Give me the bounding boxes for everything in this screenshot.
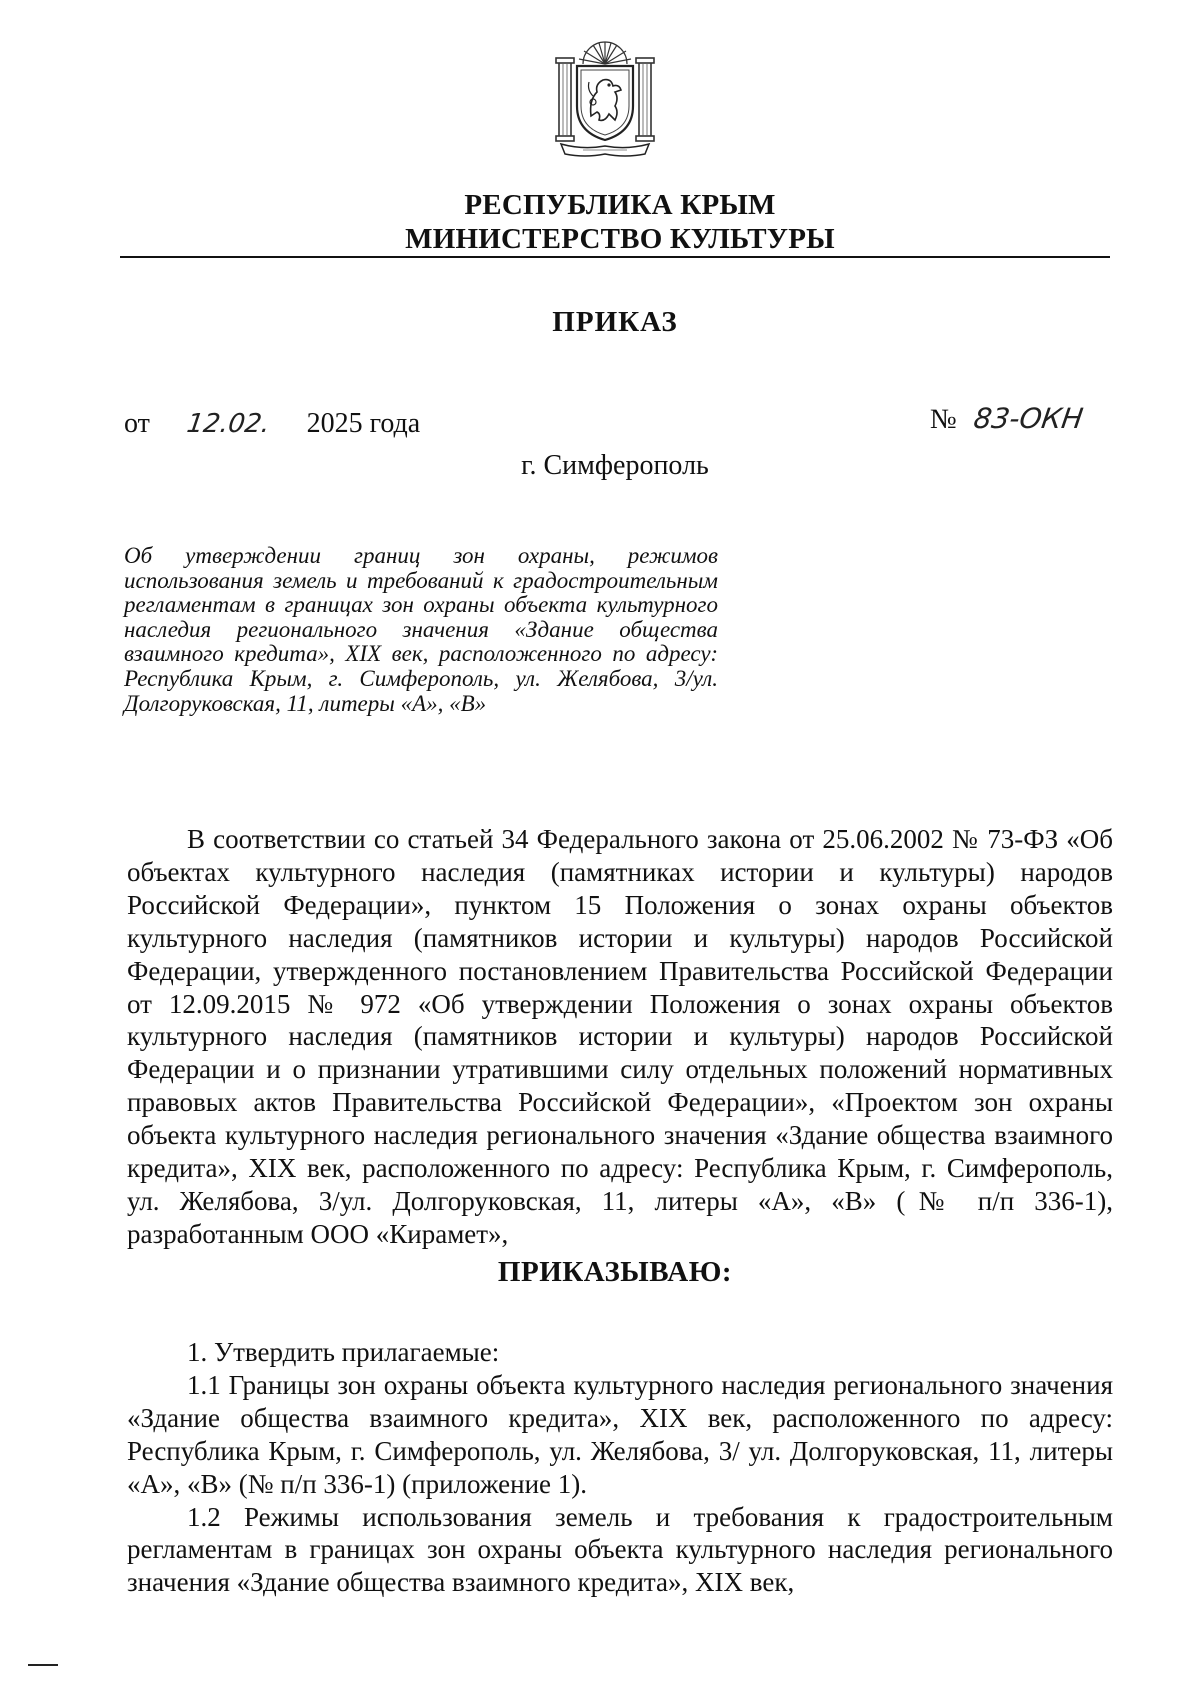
document-number: [930, 402, 1085, 436]
order-item: 1.1 Границы зон охраны объекта культурного наследия регионального значения «Здание общества взаимного кредита», XIX век, расположенного по адресу: Республика Крым, г. Симферополь, ул. Желябова, 3/ ул. Долгоруковская, 11, литеры «А», «В» (№ п/п 336-1) (приложение 1).: [127, 1369, 1113, 1499]
order-heading: ПРИКАЗЫВАЮ:: [497, 1256, 733, 1288]
order-item: 1.2 Режимы использования земель и требования к градостроительным регламентам в границах зон охраны объекта культурного наследия регионального значения «Здание общества взаимного кредита», XIX век,: [127, 1501, 1113, 1598]
preamble-paragraph: В соответствии со статьей 34 Федерального закона от 25.06.2002 № 73-ФЗ «Об объектах культурного наследия (памятниках истории и культуры) народов Российской Федерации», пунктом 15 Положения о зонах охраны объектов культурного наследия (памятников истории и культуры) народов Российской Федерации, утвержденного постановлением Правительства Российской Федерации от 12.09.2015 № 972 «Об утверждении Положения о зонах охраны объектов культурного наследия (памятников истории и культуры) народов Российской Федерации и о признании утратившими силу отдельных положений нормативных правовых актов Правительства Российской Федерации», «Проектом зон охраны объекта культурного наследия регионального значения «Здание общества взаимного кредита», XIX век, расположенного по адресу: Республика Крым, г. Симферополь, ул. Желябова, 3/ул. Долгоруковская, 11, литеры «А», «В» (№ п/п 336-1), разработанным ООО «Кирамет»,: [127, 824, 1113, 1249]
order-items: [127, 1336, 1113, 1599]
document-date: [124, 408, 420, 440]
number-sign: №: [930, 404, 957, 435]
handwritten-number: 83-ОКН: [971, 402, 1085, 435]
header-divider: [120, 256, 1110, 258]
preamble-section: [127, 823, 1113, 1251]
ministry-name: МИНИСТЕРСТВО КУЛЬТУРЫ: [405, 223, 835, 255]
date-prefix: от: [124, 408, 150, 439]
order-item: 1. Утвердить прилагаемые:: [187, 1337, 500, 1367]
crimea-coat-of-arms-icon: [553, 40, 657, 158]
date-year: 2025 года: [306, 408, 421, 439]
page-edge-mark: [28, 1664, 58, 1666]
document-city: г. Симферополь: [521, 450, 709, 481]
document-subject: Об утверждении границ зон охраны, режимов использования земель и требований к градостроительным регламентам в границах зон охраны объекта культурного наследия регионального значения «Здание общества взаимного кредита», XIX век, расположенного по адресу: Республика Крым, г. Симферополь, ул. Желябова, 3/ул. Долгоруковская, 11, литеры «А», «В»: [124, 543, 718, 716]
document-type: ПРИКАЗ: [552, 306, 678, 338]
handwritten-date: 12.02.: [184, 409, 272, 439]
republic-name: РЕСПУБЛИКА КРЫМ: [464, 189, 776, 221]
issuer-header: [120, 188, 1120, 256]
